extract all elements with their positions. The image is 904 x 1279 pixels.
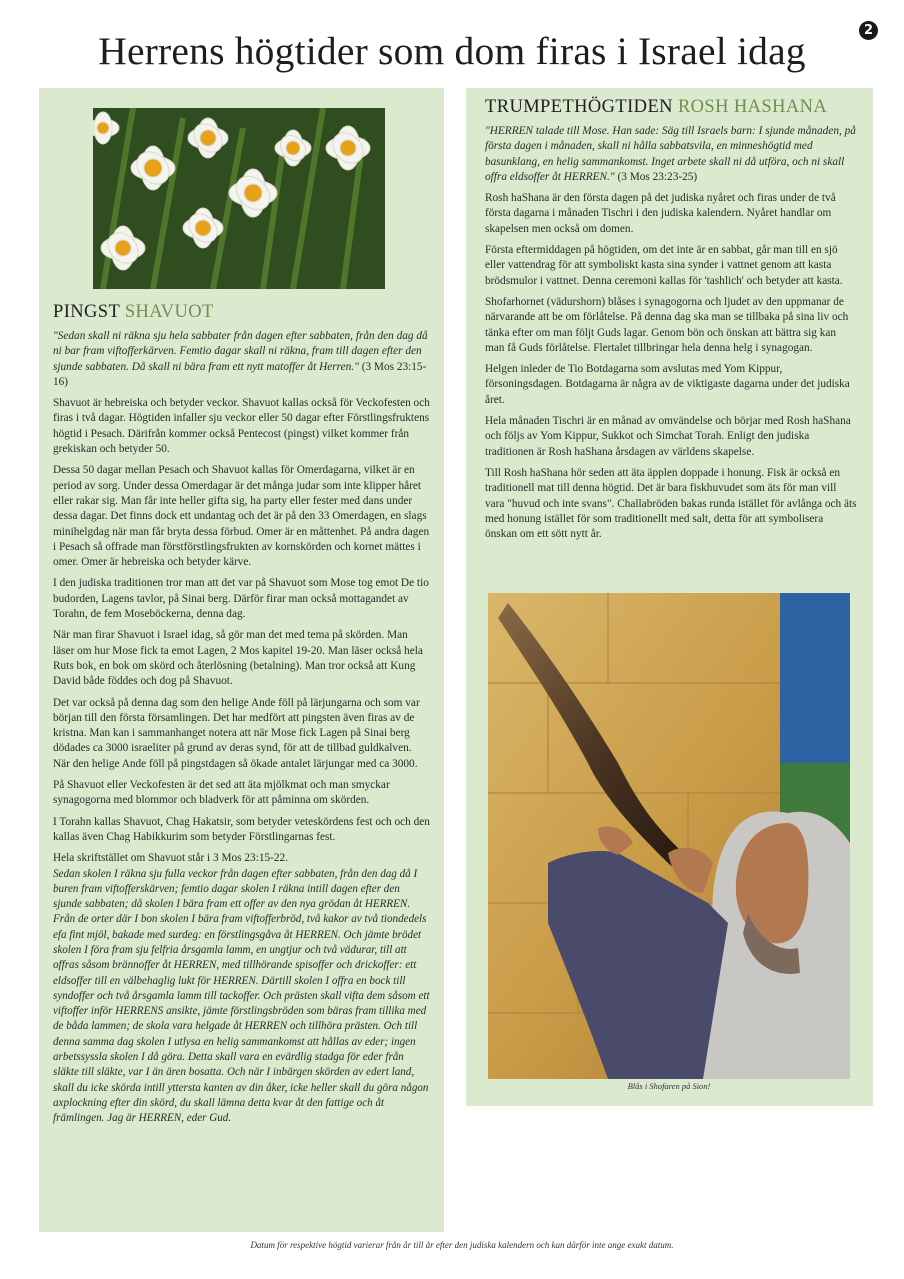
narcissus-flower-image	[93, 108, 385, 289]
scripture-intro: Hela skriftstället om Shavuot står i 3 Mos 23:15-22.	[53, 852, 289, 865]
heading-main: PINGST	[53, 302, 120, 322]
shavuot-panel	[39, 88, 444, 1232]
page-title: Herrens högtider som dom firas i Israel idag	[98, 29, 806, 73]
paragraph: Första eftermiddagen på högtiden, om det inte är en sabbat, går man till en sjö eller vattendrag för att symboliskt kasta sina synder i vattnet genom att kasta brödsmulor i vattnet. Denna ceremoni kallas för 'tashlich' och betyder att kasta.	[485, 244, 843, 287]
paragraph: Shofarhornet (vädurshorn) blåses i synagogorna och ljudet av den uppmanar de närvarande att be om förlåtelse. På denna dag ska man se tillbaka på sina liv och tänka efter om man följt Guds lagar. Genom bön och önskan att bättra sig kan man få Guds förlåtelse. Flertalet tillbringar hela denna helg i synagogan.	[485, 295, 849, 354]
heading-sub: ROSH HASHANA	[677, 97, 828, 117]
paragraph: Det var också på denna dag som den helige Ande föll på lärjungarna och som var början till den första församlingen. Det har medfört att pingsten även firas av de kristna. Man kan i sammanhanget notera att när Mose fick Lagen på Sinai berg dödades ca 3000 israeliter på grund av deras synd, för att de tillbad guldkalven. När den helige Ande föll på pingstdagen så ökade antalet lärjungar med ca 3000.	[53, 696, 420, 770]
paragraph: I Torahn kallas Shavuot, Chag Hakatsir, som betyder veteskördens fest och och den kallas även Chag Habikkurim som betyder Förstlingarnas fest.	[53, 815, 430, 843]
paragraph: Dessa 50 dagar mellan Pesach och Shavuot kallas för Omerdagarna, vilket är en period av sorg. Under dessa Omerdagar är det många judar som inte klipper håret eller rakar sig. Man får inte heller gifta sig, ha party eller fester med dans under dessa dagar. Det finns dock ett undantag och det är på den 33 Omerdagen, en slags minihelgdag när man får bryta dessa förbud. Omer är en måttenhet. På andra dagen i Pesach så offrade man förstförstlingsfrukten av kornskörden och kornet mättes i omer. Omer är hebreiska och betyder kärve.	[53, 464, 430, 569]
paragraph: Till Rosh haShana hör seden att äta äpplen doppade i honung. Fisk är också en traditionell mat till denna högtid. Det är bara fiskhuvudet som äts för man vill vara "huvud och inte svans". Challabröden bakas runda istället för avlånga och äts med honung istället för som traditionellt med salt, detta för att symbolisera önskan om ett sött nytt år.	[485, 466, 857, 541]
shavuot-quote: "Sedan skall ni räkna sju hela sabbater från dagen efter sabbaten, från den dag då ni bar fram viftofferkärven. Femtio dagar skall ni räkna, fram till dagen efter den sjunde sabbaten. Då skall ni bära fram ett nytt matoffer åt Herren." (3 Mos 23:15-16)	[53, 330, 428, 388]
rosh-hashana-panel	[466, 88, 873, 1106]
paragraph: Rosh haShana är den första dagen på det judiska nyåret och firas under de två första dagarna i månaden Tischri i den judiska kalendern. Nyåret handlar om skapelsen men också om domen.	[485, 192, 836, 235]
shavuot-heading	[53, 302, 431, 323]
heading-sub: SHAVUOT	[124, 302, 214, 322]
page-number-badge: 2	[859, 21, 878, 40]
paragraph: När man firar Shavuot i Israel idag, så gör man det med tema på skörden. Man läser om hur Mose fick ta emot Lagen, 2 Mos kapitel 19-20. Man läser också hela Ruts bok, en bok om skörd och återlösning (betalning). Man tror också att Kung David både föddes och dog på Shavuot.	[53, 629, 423, 688]
image-caption: Blås i Shofaren på Sion!	[627, 1081, 711, 1091]
rosh-hashana-heading	[485, 97, 857, 118]
paragraph: Hela månaden Tischri är en månad av omvändelse och börjar med Rosh haShana och följs av Yom Kippur, Sukkot och Simchat Torah. Enligt den judiska traditionen är Rosh haShana årsdagen av världens skapelse.	[485, 415, 851, 458]
heading-main: TRUMPETHÖGTIDEN	[485, 97, 673, 117]
shavuot-text	[53, 302, 431, 1127]
paragraph: På Shavuot eller Veckofesten är det sed att äta mjölkmat och man smyckar synagogorna med blommor och bladverk för att påminna om skörden.	[53, 779, 390, 807]
paragraph: Helgen inleder de Tio Botdagarna som avslutas med Yom Kippur, försoningsdagen. Botdagarna är några av de viktigaste dagarna under det judiska året.	[485, 363, 850, 406]
footer-note: Datum för respektive högtid varierar från år till år efter den judiska kalendern och kan därför inte ange exakt datum.	[250, 1240, 674, 1250]
shofar-blower-image	[488, 593, 850, 1079]
rosh-hashana-quote: "HERREN talade till Mose. Han sade: Säg till Israels barn: I sjunde månaden, på första dagen i månaden, skall ni hålla sabbatsvila, en minneshögtid med basunklang, en helig sammankomst. Inget arbete skall ni då utföra, och ni skall offra eldsoffer åt HERREN." (3 Mos 23:23-25)	[485, 125, 856, 183]
rosh-hashana-text	[485, 97, 857, 548]
paragraph: Shavuot är hebreiska och betyder veckor. Shavuot kallas också för Veckofesten och firas i två dagar. Högtiden infaller sju veckor eller 50 dagar efter Förstlingsfruktens högtid i Pesach. Därifrån kommer också Pentecost (pingst) vilket kommer från grekiskan och betyder 50.	[53, 397, 430, 456]
paragraph: I den judiska traditionen tror man att det var på Shavuot som Mose tog emot De tio budorden, Lagens tavlor, på Sinai berg. Därför firar man också mottagandet av Torahn, de fem Moseböckerna, denna dag.	[53, 577, 429, 621]
scripture-text: Sedan skolen I räkna sju fulla veckor från dagen efter sabbaten, från den dag då I buren fram viftofferskärven; femtio dagar skolen I räkna intill dagen efter den sjunde sabbaten; då skolen I bära fram ett offer av den nya grödan åt HERREN. Från de orter där I bon skolen I bära fram viftofferbröd, två kakor av två tiondedels efa fint mjöl, bakade med surdeg: en förstlingsgåva åt HERREN. Och jämte brödet skolen I föra fram sju felfria årsgamla lamm, en ungtjur och två vädurar, till att offras såsom brännoffer åt HERREN, med tillhörande spisoffer och drickoffer: ett eldsoffer till en välbehaglig lukt för HERREN. Därtill skolen I offra en bock till syndoffer och två årsgamla lamm till tackoffer. Och prästen skall vifta dem såsom ett viftoffer inför HERRENS ansikte, jämte förstlingsbröden som bäras fram tillika med de båda lammen; de skola vara helgade åt HERREN och tillhöra prästen. Och till denna samma dag skolen I utlysa en helig sammankomst att hållas av eder; ingen arbetssyssla skolen I då göra. Detta skall vara en evärdlig stadga för eder från släkte till släkte, var I än ären bosatta. Och när I inbärgen skörden av edert land, skall du icke skörda intill yttersta kanten av din åker, icke heller skall du göra någon axplockning efter din skörd, du skall lämna detta kvar åt den fattige och åt främlingen. Jag är HERREN, eder Gud.	[53, 867, 430, 1125]
